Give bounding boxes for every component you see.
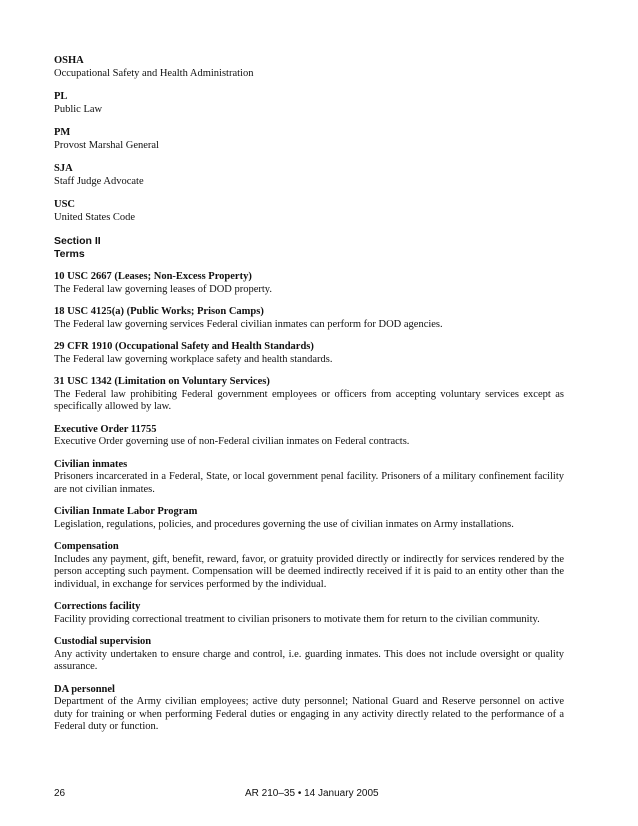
term-entry bbox=[54, 541, 564, 591]
term-name: Civilian Inmate Labor Program bbox=[54, 506, 198, 517]
term-definition: The Federal law governing workplace safety and health standards. bbox=[54, 353, 333, 365]
abbreviation-term: OSHA bbox=[54, 55, 84, 66]
term-name: 31 USC 1342 (Limitation on Voluntary Services) bbox=[54, 376, 270, 387]
term-entry bbox=[54, 636, 564, 674]
abbreviation-definition: Staff Judge Advocate bbox=[54, 175, 144, 187]
term-entry bbox=[54, 459, 564, 497]
term-name: Custodial supervision bbox=[54, 636, 152, 647]
term-entry bbox=[54, 341, 564, 366]
term-definition: Executive Order governing use of non-Federal civilian inmates on Federal contracts. bbox=[54, 436, 410, 447]
term-name: DA personnel bbox=[54, 683, 115, 695]
page-number: 26 bbox=[54, 788, 66, 799]
term-definition: Prisoners incarcerated in a Federal, State, or local government penal facility. Prisoners of a military confinement facility are not civilian inmates. bbox=[54, 471, 564, 495]
abbreviation-entry bbox=[54, 127, 564, 152]
abbreviation-entry bbox=[54, 55, 564, 80]
term-definition: The Federal law governing services Federal civilian inmates can perform for DOD agencies. bbox=[54, 318, 443, 330]
term-name: Corrections facility bbox=[54, 601, 141, 612]
section-heading bbox=[54, 235, 564, 260]
term-definition: Legislation, regulations, policies, and procedures governing the use of civilian inmates on Army installations. bbox=[54, 518, 514, 530]
term-entry bbox=[54, 306, 564, 331]
term-name: 10 USC 2667 (Leases; Non-Excess Property) bbox=[54, 271, 252, 282]
section-title: Terms bbox=[54, 247, 85, 260]
term-name: Civilian inmates bbox=[54, 458, 128, 470]
abbreviation-entry bbox=[54, 199, 564, 224]
term-entry bbox=[54, 271, 564, 296]
term-name: Compensation bbox=[54, 541, 119, 552]
page-footer bbox=[54, 788, 564, 802]
abbreviation-term: PM bbox=[54, 127, 71, 138]
term-entry bbox=[54, 506, 564, 531]
abbreviation-entry bbox=[54, 163, 564, 188]
abbreviation-entry bbox=[54, 91, 564, 116]
glossary-content bbox=[54, 55, 564, 744]
term-definition: The Federal law governing leases of DOD property. bbox=[54, 283, 272, 295]
term-entry bbox=[54, 376, 564, 414]
abbreviation-definition: Occupational Safety and Health Administration bbox=[54, 67, 254, 79]
abbreviation-term: USC bbox=[54, 199, 76, 210]
term-definition: Facility providing correctional treatment to civilian prisoners to motivate them for return to the civilian community. bbox=[54, 613, 540, 625]
term-definition: Department of the Army civilian employees; active duty personnel; National Guard and Reserve personnel on active duty for training or when performing Federal duties or engaging in any activity directly related to the performance of a Federal duty or function. bbox=[54, 696, 564, 732]
abbreviation-definition: Public Law bbox=[54, 103, 103, 115]
term-name: 18 USC 4125(a) (Public Works; Prison Camps) bbox=[54, 306, 264, 317]
term-definition: Any activity undertaken to ensure charge and control, i.e. guarding inmates. This does not include oversight or quality assurance. bbox=[54, 648, 564, 672]
abbreviation-term: PL bbox=[54, 91, 68, 102]
term-entry bbox=[54, 424, 564, 449]
term-definition: The Federal law prohibiting Federal government employees or officers from accepting voluntary services except as specifically allowed by law. bbox=[54, 388, 564, 412]
document-reference: AR 210–35 • 14 January 2005 bbox=[245, 788, 379, 799]
term-definition: Includes any payment, gift, benefit, reward, favor, or gratuity provided directly or indirectly for services rendered by the person accepting such payment. Compensation will be deemed indirectly received if it is paid to an entity other than the individual, in exchange for services performed by the individual. bbox=[54, 553, 564, 590]
term-entry bbox=[54, 601, 564, 626]
abbreviation-definition: United States Code bbox=[54, 211, 136, 223]
term-name: Executive Order 11755 bbox=[54, 423, 157, 435]
term-name: 29 CFR 1910 (Occupational Safety and Health Standards) bbox=[54, 341, 314, 352]
abbreviation-definition: Provost Marshal General bbox=[54, 139, 159, 151]
abbreviation-term: SJA bbox=[54, 163, 73, 174]
term-entry bbox=[54, 684, 564, 734]
section-number: Section II bbox=[54, 235, 101, 247]
